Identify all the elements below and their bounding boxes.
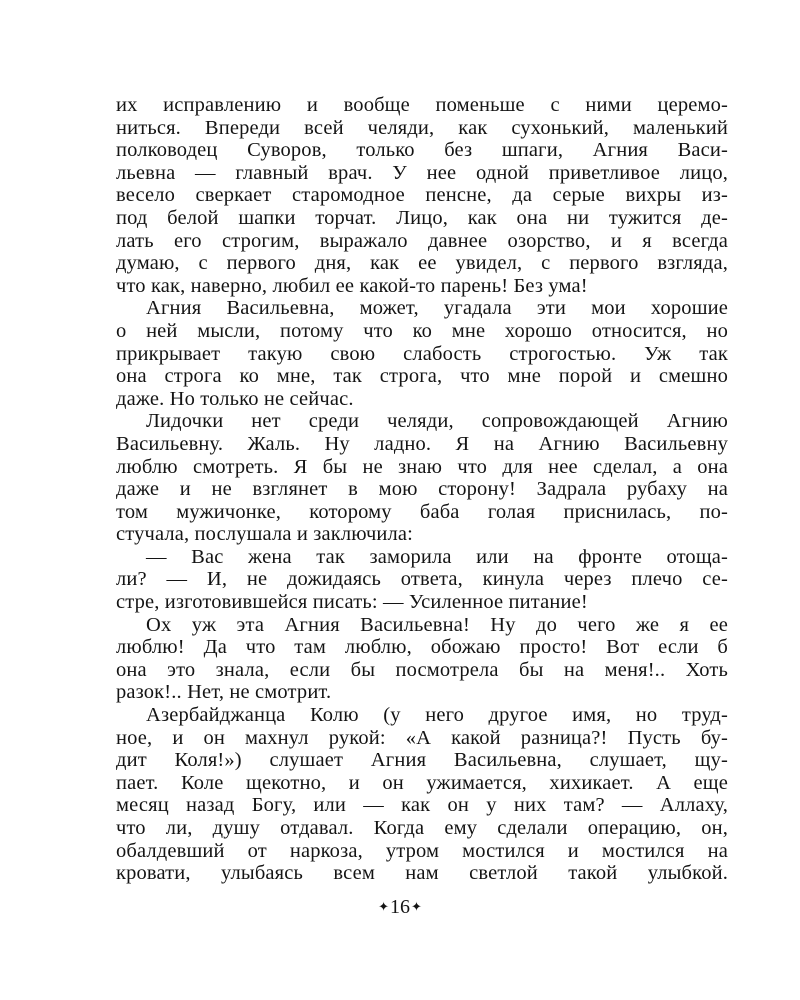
text-line: лать его строгим, выражало давнее озорство, и я всегда bbox=[116, 229, 728, 252]
page-number: 16 bbox=[390, 896, 410, 918]
text-line: — Вас жена так заморила или на фронте отоща- bbox=[146, 545, 728, 568]
text-line: месяц назад Богу, или — как он у них там? — Аллаху, bbox=[116, 794, 728, 817]
body-text bbox=[116, 94, 728, 885]
text-line: полководец Суворов, только без шпаги, Агния Васи- bbox=[116, 139, 728, 162]
text-line: разок!.. Нет, не смотрит. bbox=[116, 681, 332, 704]
text-line: их исправлению и вообще поменьше с ними церемо- bbox=[116, 94, 728, 116]
text-line: кровати, улыбаясь всем нам светлой такой улыбкой. bbox=[116, 862, 728, 885]
text-line: ное, и он махнул рукой: «А какой разница?! Пусть бу- bbox=[116, 726, 728, 749]
text-line: льевна — главный врач. У нее одной приветливое лицо, bbox=[116, 161, 728, 184]
text-line: о ней мысли, потому что ко мне хорошо относится, но bbox=[116, 319, 728, 342]
text-line: даже. Но только не сейчас. bbox=[116, 387, 354, 410]
text-line: Лидочки нет среди челяди, сопровождающей Агнию bbox=[146, 410, 728, 433]
text-line: думаю, с первого дня, как ее увидел, с первого взгляда, bbox=[116, 252, 728, 275]
text-line: Азербайджанца Колю (у него другое имя, но труд- bbox=[146, 704, 728, 727]
text-line: ли? — И, не дожидаясь ответа, кинула через плечо се- bbox=[116, 568, 728, 591]
text-line: ниться. Впереди всей челяди, как сухонький, маленький bbox=[116, 116, 728, 139]
text-line: том мужичонке, которому баба голая приснилась, по- bbox=[116, 500, 728, 523]
page-number-footer bbox=[0, 895, 800, 919]
text-line: люблю! Да что там люблю, обожаю просто! Вот если б bbox=[116, 636, 728, 659]
text-line: стучала, послушала и заключила: bbox=[116, 523, 414, 546]
text-line: Агния Васильевна, может, угадала эти мои хорошие bbox=[146, 297, 728, 320]
text-line: Васильевну. Жаль. Ну ладно. Я на Агнию Васильевну bbox=[116, 432, 728, 455]
text-line: Ох уж эта Агния Васильевна! Ну до чего же я ее bbox=[146, 613, 728, 636]
text-line: стре, изготовившейся писать: — Усиленное питание! bbox=[116, 591, 588, 614]
text-line: что как, наверно, любил ее какой-то парень! Без ума! bbox=[116, 274, 588, 297]
text-line: под белой шапки торчат. Лицо, как она ни тужится де- bbox=[116, 206, 728, 229]
text-line: обалдевший от наркоза, утром мостился и мостился на bbox=[116, 839, 728, 862]
text-line: весело сверкает старомодное пенсне, да серые вихры из- bbox=[116, 184, 728, 207]
text-line: она строга ко мне, так строга, что мне порой и смешно bbox=[116, 365, 728, 388]
text-line: она это знала, если бы посмотрела бы на меня!.. Хоть bbox=[116, 658, 728, 681]
text-line: даже и не взглянет в мою сторону! Задрала рубаху на bbox=[116, 478, 728, 501]
text-line: люблю смотреть. Я бы не знаю что для нее сделал, а она bbox=[116, 455, 728, 478]
text-line: прикрывает такую свою слабость строгостью. Уж так bbox=[116, 342, 728, 365]
text-line: что ли, душу отдавал. Когда ему сделали операцию, он, bbox=[116, 817, 728, 839]
text-line: пает. Коле щекотно, и он ужимается, хихикает. А еще bbox=[116, 771, 728, 794]
text-line: дит Коля!») слушает Агния Васильевна, слушает, щу- bbox=[116, 749, 728, 772]
ornament-right-icon: ✦ bbox=[411, 899, 422, 914]
ornament-left-icon: ✦ bbox=[378, 899, 389, 914]
